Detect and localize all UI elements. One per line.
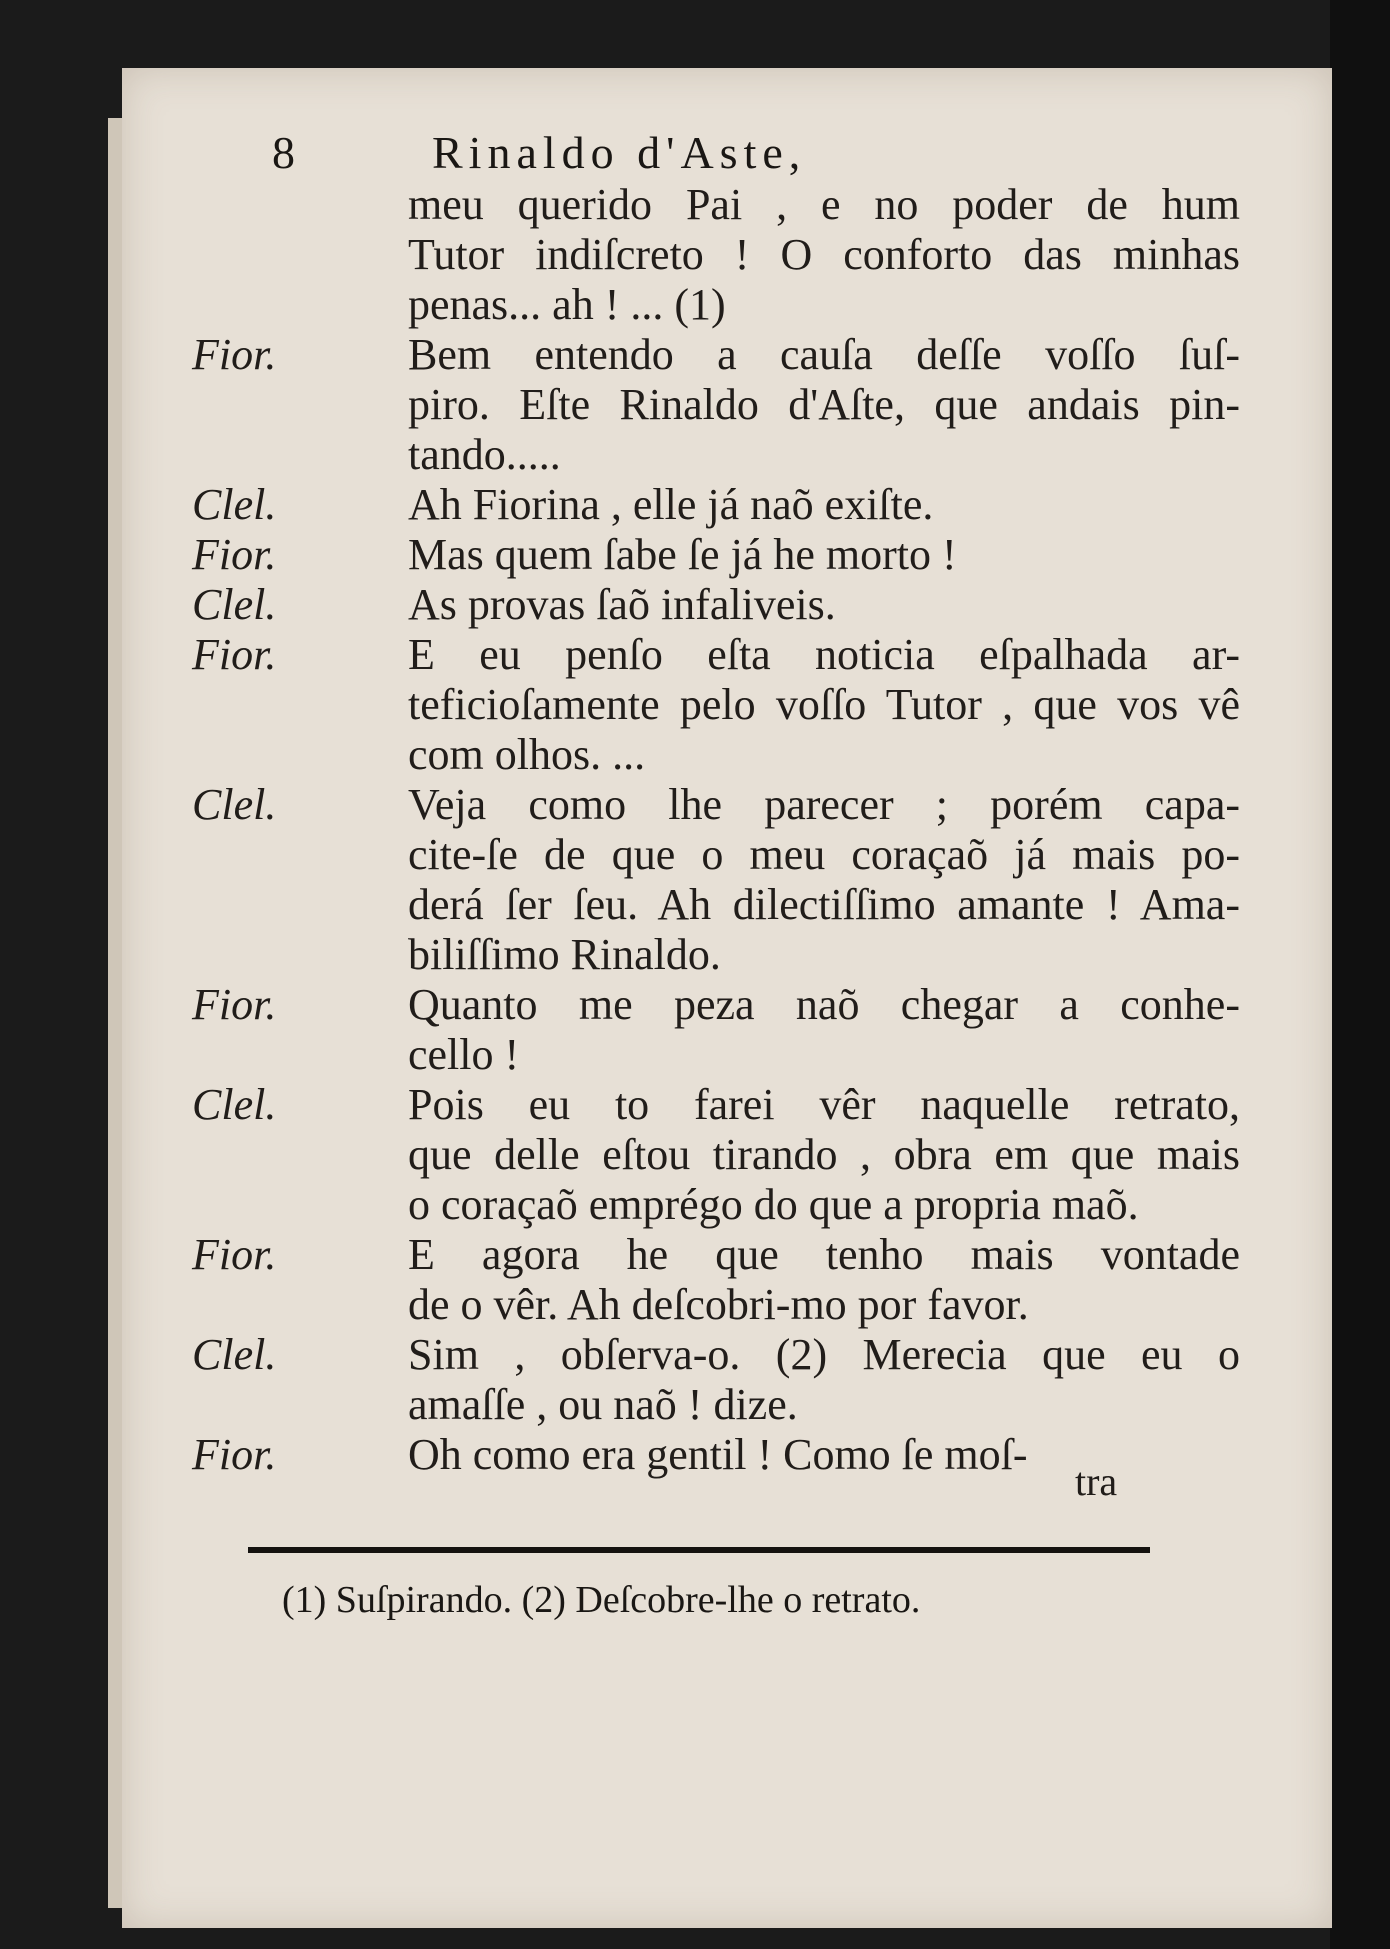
- text-line: biliſſimo Rinaldo.: [408, 930, 721, 979]
- dialogue-entries: [192, 330, 1240, 1480]
- text-line: teficioſamente pelo voſſo Tutor , que vos vê: [408, 680, 1240, 729]
- text-line: tando.....: [408, 430, 561, 479]
- dialogue-text: [192, 180, 1240, 1480]
- book-page: [122, 68, 1332, 1928]
- dialogue-entry: Fior. E agora he que tenho mais vontade de o vêr. Ah deſcobri-mo por favor.: [192, 1230, 1240, 1329]
- text-line: Bem entendo a cauſa deſſe voſſo ſuſ-: [408, 330, 1240, 379]
- text-line: Veja como lhe parecer ; porém capa-: [408, 780, 1240, 829]
- dialogue-entry: Clel. As provas ſaõ infaliveis.: [240, 580, 1240, 630]
- text-line: com olhos. ...: [408, 730, 646, 779]
- catchword: tra: [1075, 1459, 1118, 1504]
- running-title: Rinaldo d'Aste,: [432, 127, 807, 178]
- dialogue-entry: Fior. Oh como era gentil ! Como ſe moſ-: [240, 1430, 1240, 1480]
- text-line: que delle eſtou tirando , obra em que mais: [408, 1130, 1240, 1179]
- text-line: E eu penſo eſta noticia eſpalhada ar-: [408, 630, 1240, 679]
- text-line: Pois eu to farei vêr naquelle retrato,: [408, 1080, 1240, 1129]
- text-line: Tutor indiſcreto ! O conforto das minhas: [408, 230, 1240, 279]
- lead-lines: [240, 180, 1240, 330]
- dialogue-entry: Clel. Pois eu to farei vêr naquelle retrato, que delle eſtou tirando , obra em que mais o coraçaõ emprégo do que a propria maõ.: [192, 1080, 1240, 1229]
- dialogue-entry: Fior. Quanto me peza naõ chegar a conhe- cello !: [192, 980, 1240, 1079]
- text-line: E agora he que tenho mais vontade: [408, 1230, 1240, 1279]
- text-line: amaſſe , ou naõ ! dize.: [408, 1380, 798, 1429]
- dialogue-entry: Clel. Sim , obſerva-o. (2) Merecia que eu o amaſſe , ou naõ ! dize.: [192, 1330, 1240, 1429]
- text-line: penas... ah ! ... (1): [408, 280, 726, 329]
- text-line: Quanto me peza naõ chegar a conhe-: [408, 980, 1240, 1029]
- text-line: derá ſer ſeu. Ah dilectiſſimo amante ! Ama-: [408, 880, 1240, 929]
- page-number: 8: [272, 127, 295, 178]
- text-line: Sim , obſerva-o. (2) Merecia que eu o: [408, 1330, 1240, 1379]
- dialogue-entry: Fior. Mas quem ſabe ſe já he morto !: [240, 530, 1240, 580]
- book-binding-edge: [1330, 0, 1390, 1949]
- text-line: Mas quem ſabe ſe já he morto !: [408, 530, 957, 579]
- text-line: cite-ſe de que o meu coraçaõ já mais po-: [408, 830, 1240, 879]
- text-line: o coraçaõ emprégo do que a propria maõ.: [408, 1180, 1139, 1229]
- footnotes: (1) Suſpirando. (2) Deſcobre-lhe o retrato.: [282, 1579, 921, 1621]
- footnote-rule: [248, 1547, 1150, 1553]
- text-line: Oh como era gentil ! Como ſe moſ-: [408, 1430, 1028, 1479]
- text-line: cello !: [408, 1030, 520, 1079]
- dialogue-entry: Clel. Ah Fiorina , elle já naõ exiſte.: [240, 480, 1240, 530]
- dialogue-entry: Fior. E eu penſo eſta noticia eſpalhada ar- teficioſamente pelo voſſo Tutor , que vos vê com olhos. ...: [192, 630, 1240, 779]
- text-line: meu querido Pai , e no poder de hum: [408, 180, 1240, 229]
- dialogue-entry: Fior. Bem entendo a cauſa deſſe voſſo ſuſ- piro. Eſte Rinaldo d'Aſte, que andais pin- tando.....: [192, 330, 1240, 479]
- text-line: piro. Eſte Rinaldo d'Aſte, que andais pin-: [408, 380, 1240, 429]
- text-line: de o vêr. Ah deſcobri-mo por favor.: [408, 1280, 1029, 1329]
- page-header: [272, 126, 1192, 179]
- text-line: As provas ſaõ infaliveis.: [408, 580, 836, 629]
- dialogue-entry: Clel. Veja como lhe parecer ; porém capa- cite-ſe de que o meu coraçaõ já mais po- derá ſer ſeu. Ah dilectiſſimo amante ! Ama- biliſſimo Rinaldo.: [192, 780, 1240, 979]
- text-line: Ah Fiorina , elle já naõ exiſte.: [408, 480, 934, 529]
